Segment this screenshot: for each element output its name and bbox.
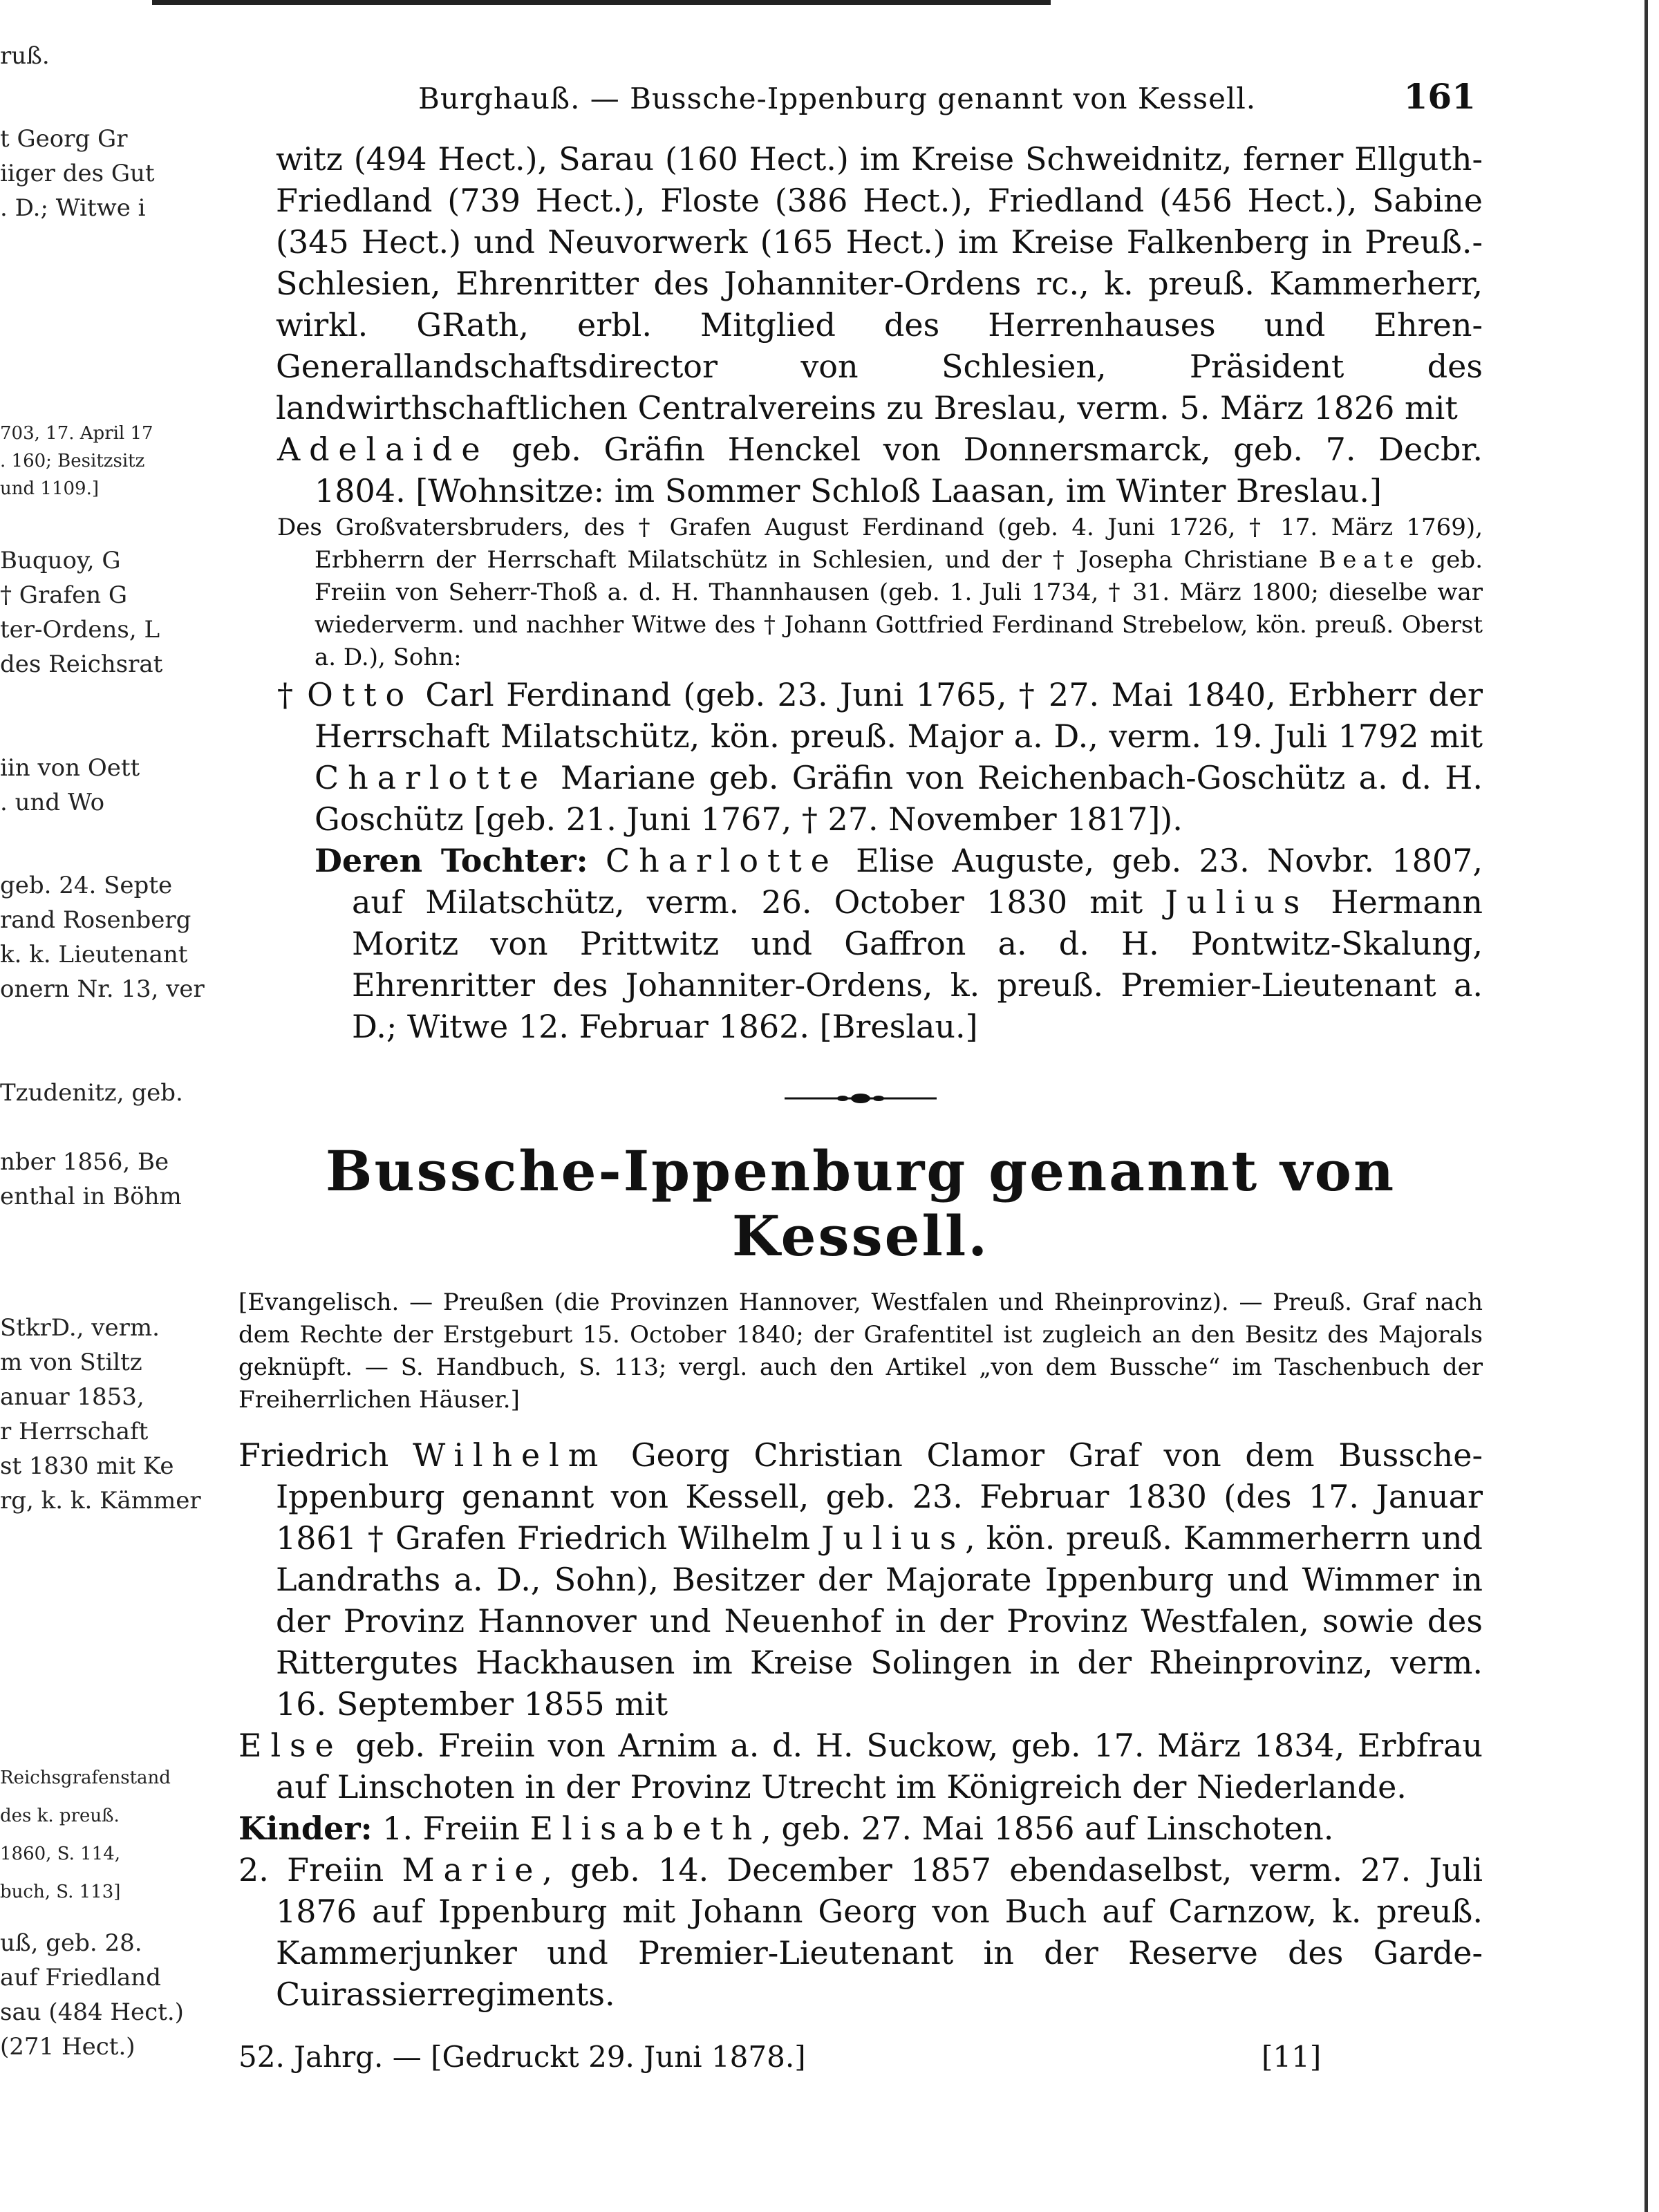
facing-page-fragment: Tzudenitz, geb. [0, 1079, 183, 1107]
facing-page-fragment: buch, S. 113] [0, 1882, 121, 1902]
section-divider [238, 1091, 1483, 1105]
facing-page-fragment: t Georg Gr [0, 125, 128, 153]
facing-page-fragment: rand Rosenberg [0, 906, 191, 934]
facing-page-fragment: † Grafen G [0, 581, 128, 609]
facing-page-fragment: 703, 17. April 17 [0, 423, 153, 444]
spouse-paragraph: Adelaide geb. Gräfin Henckel von Donnersmarck, geb. 7. Decbr. 1804. [Wohnsitze: im Sommer Schloß Laasan, im Winter Breslau.] [277, 431, 1483, 509]
spouse-name: Adelaide [277, 431, 489, 468]
daughter-husband-name: Julius [1165, 883, 1309, 921]
scan-edge-right [1644, 0, 1648, 2212]
facing-page-fragment: 1860, S. 114, [0, 1844, 121, 1864]
scan-edge-top [152, 0, 1051, 5]
facing-page-fragment: StkrD., verm. [0, 1314, 160, 1342]
child-2-paragraph: 2. Freiin Marie, geb. 14. December 1857 ebendaselbst, verm. 27. Juli 1876 auf Ippenburg mit Johann Georg von Buch auf Carnzow, k. preuß. Kammerjunker und Premier-Lieutenant in der Reserve des Garde-Cuirassierregiments. [238, 1851, 1483, 2013]
facing-page-fragment: . 160; Besitzsitz [0, 451, 145, 471]
facing-page-fragment: st 1830 mit Ke [0, 1452, 174, 1480]
facing-page-fragment: Buquoy, G [0, 547, 121, 574]
granduncle-paragraph: Des Großvatersbruders, des † Grafen August Ferdinand (geb. 4. Juni 1726, † 17. März 1769), Erbherrn der Herrschaft Milatschütz in Schlesien, und der † Josepha Christiane Beate geb. Freiin von Seherr-Thoß a. d. H. Thannhausen (geb. 1. Juli 1734, † 31. März 1800; dieselbe war wiederverm. und nachher Witwe des † Johann Gottfried Ferdinand Strebelow, kön. preuß. Oberst a. D.), Sohn: [277, 514, 1483, 671]
running-head: Burghauß. — Bussche-Ippenburg genannt von Kessell. [418, 82, 1257, 115]
facing-page-fragment: enthal in Böhm [0, 1183, 182, 1210]
page-footer [238, 2040, 1483, 2088]
facing-page-fragment: Reichsgrafenstand [0, 1768, 171, 1788]
facing-page-fragment: anuar 1853, [0, 1383, 144, 1411]
facing-page-fragment: geb. 24. Septe [0, 872, 173, 899]
facing-page-fragment: (271 Hect.) [0, 2033, 135, 2061]
son-first-name: Otto [307, 676, 414, 713]
facing-page-fragment: uß, geb. 28. [0, 1929, 142, 1957]
entry-continuation: witz (494 Hect.), Sarau (160 Hect.) im Kreise Schweidnitz, ferner Ellguth-Friedland (739 Hect.), Floste (386 Hect.), Friedland (456 Hect.), Sabine (345 Hect.) und Neuvorwerk (165 Hect.) im Kreise Falkenberg in Preuß.-Schlesien, Ehrenritter des Johanniter-Ordens rc., k. preuß. Kammerherr, wirkl. GRath, erbl. Mitglied des Herrenhauses und Ehren-Generallandschaftsdirector von Schlesien, Präsident des landwirthschaftlichen Centralvereins zu Breslau, verm. 5. März 1826 mit [276, 140, 1483, 427]
son-paragraph: † Otto Carl Ferdinand (geb. 23. Juni 1765, † 27. Mai 1840, Erbherr der Herrschaft Milatschütz, kön. preuß. Major a. D., verm. 19. Juli 1792 mit Charlotte Mariane geb. Gräfin von Reichenbach-Goschütz a. d. H. Goschütz [geb. 21. Juni 1767, † 27. November 1817]). [277, 676, 1483, 838]
facing-page-fragment: r Herrschaft [0, 1418, 149, 1445]
facing-page-fragment: rg, k. k. Kämmer [0, 1487, 201, 1515]
facing-page-bleed [0, 0, 205, 2212]
facing-page-fragment: . und Wo [0, 789, 105, 816]
daughter-paragraph: Deren Tochter: Charlotte Elise Auguste, geb. 23. Novbr. 1807, auf Milatschütz, verm. 26. October 1830 mit Julius Hermann Moritz von Prittwitz und Gaffron a. d. H. Pontwitz-Skalung, Ehrenritter des Johanniter-Ordens, k. preuß. Premier-Lieutenant a. D.; Witwe 12. Februar 1862. [Breslau.] [315, 842, 1483, 1045]
facing-page-fragment: iin von Oett [0, 754, 140, 782]
facing-page-fragment: m von Stiltz [0, 1349, 142, 1376]
page-header [238, 76, 1483, 138]
facing-page-fragment: k. k. Lieutenant [0, 941, 188, 968]
son-wife-name: Charlotte [315, 759, 547, 796]
facing-page-fragment: . D.; Witwe i [0, 194, 146, 222]
facing-page-fragment: sau (484 Hect.) [0, 1998, 184, 2026]
facing-page-fragment: ruß. [0, 42, 50, 70]
facing-page-fragment: onern Nr. 13, ver [0, 975, 205, 1003]
text-column [238, 76, 1483, 2088]
facing-page-fragment: nber 1856, Be [0, 1148, 169, 1176]
signature-mark: [11] [1262, 2040, 1322, 2074]
facing-page-fragment: und 1109.] [0, 478, 99, 499]
father-spaced-name: Julius [821, 1519, 966, 1557]
family-intro: [Evangelisch. — Preußen (die Provinzen Hannover, Westfalen und Rheinprovinz). — Preuß. Graf nach dem Rechte der Erstgeburt 15. October 1840; der Grafentitel ist zugleich an den Besitz des Majorals geknüpft. — S. Handbuch, S. 113; vergl. auch den Artikel „von dem Bussche“ im Taschenbuch der Freiherrlichen Häuser.] [238, 1288, 1483, 1414]
facing-page-fragment: ter-Ordens, L [0, 616, 160, 644]
page-number: 161 [1403, 76, 1476, 117]
facing-page-fragment: auf Friedland [0, 1964, 161, 1991]
head-wife-paragraph: Else geb. Freiin von Arnim a. d. H. Suckow, geb. 17. März 1834, Erbfrau auf Linschoten in der Provinz Utrecht im Königreich der Niederlande. [238, 1727, 1483, 1806]
daughter-name: Charlotte [606, 842, 838, 879]
facing-page-fragment: des k. preuß. [0, 1806, 120, 1826]
head-of-house-paragraph: Friedrich Wilhelm Georg Christian Clamor Graf von dem Bussche-Ippenburg genannt von Kessell, geb. 23. Februar 1830 (des 17. Januar 1861 † Grafen Friedrich Wilhelm Julius, kön. preuß. Kammerherrn und Landraths a. D., Sohn), Besitzer der Majorate Ippenburg und Wimmer in der Provinz Hannover und Neuenhof in der Provinz Westfalen, sowie des Rittergutes Hackhausen im Kreise Solingen in der Rheinprovinz, verm. 16. September 1855 mit [238, 1436, 1483, 1723]
child-1-paragraph: Kinder: 1. Freiin Elisabeth, geb. 27. Mai 1856 auf Linschoten. [238, 1810, 1334, 1847]
granduncle-name: Beate [1318, 546, 1421, 574]
head-middle-name: Wilhelm [412, 1436, 608, 1474]
family-title: Bussche-Ippenburg genannt von Kessell. [325, 1138, 1396, 1268]
child-2-name: Marie [402, 1851, 543, 1888]
facing-page-fragment: iiger des Gut [0, 160, 155, 187]
facing-page-fragment: des Reichsrat [0, 650, 163, 678]
daughter-label: Deren Tochter: [315, 842, 588, 879]
child-1-name: Elisabeth [529, 1810, 762, 1847]
head-wife-name: Else [238, 1727, 343, 1764]
divider-ornament-icon [785, 1091, 937, 1105]
children-label: Kinder: [238, 1810, 373, 1847]
print-date: 52. Jahrg. — [Gedruckt 29. Juni 1878.] [238, 2040, 806, 2074]
